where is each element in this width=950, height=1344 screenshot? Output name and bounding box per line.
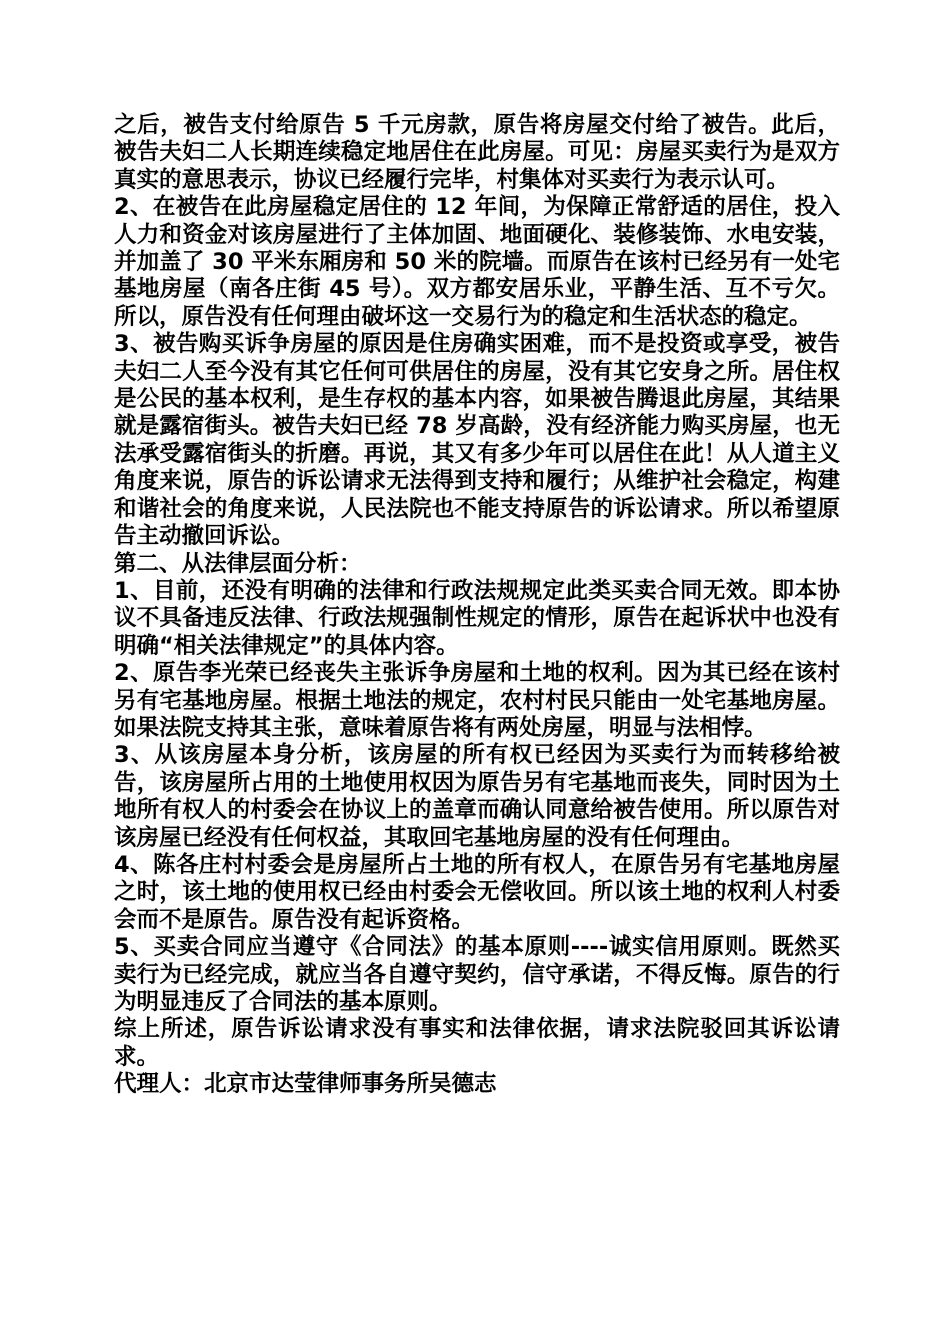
paragraph-legal-point-4: 4、陈各庄村村委会是房屋所占土地的所有权人，在原告另有宅基地房屋之时，该土地的使用权已经由村委会无偿收回。所以该土地的权利人村委会而不是原告。原告没有起诉资格。	[114, 851, 840, 933]
paragraph-conclusion: 综上所述，原告诉讼请求没有事实和法律依据，请求法院驳回其诉讼请求。	[114, 1016, 840, 1070]
paragraph-legal-point-1: 1、目前，还没有明确的法律和行政法规规定此类买卖合同无效。即本协议不具备违反法律、行政法规强制性规定的情形，原告在起诉状中也没有明确“相关法律规定”的具体内容。	[114, 577, 840, 659]
paragraph-point-2-residence: 2、在被告在此房屋稳定居住的 12 年间，为保障正常舒适的居住，投入人力和资金对该房屋进行了主体加固、地面硬化、装修装饰、水电安装，并加盖了 30 平米东厢房和 50 米的院墙。而原告在该村已经另有一处宅基地房屋（南各庄街 45 号）。双方都安居乐业，平静生活、互不亏欠。所以，原告没有任何理由破坏这一交易行为的稳定和生活状态的稳定。	[114, 194, 840, 330]
agent-signature-line: 代理人：北京市达莹律师事务所吴德志	[114, 1071, 497, 1098]
paragraph-legal-point-5: 5、买卖合同应当遵守《合同法》的基本原则----诚实信用原则。既然买卖行为已经完成，就应当各自遵守契约，信守承诺，不得反悔。原告的行为明显违反了合同法的基本原则。	[114, 934, 840, 1015]
paragraph-legal-point-3: 3、从该房屋本身分析，该房屋的所有权已经因为买卖行为而转移给被告，该房屋所占用的土地使用权因为原告另有宅基地而丧失，同时因为土地所有权人的村委会在协议上的盖章而确认同意给被告使用。所以原告对该房屋已经没有任何权益，其取回宅基地房屋的没有任何理由。	[114, 742, 840, 851]
paragraph-payment-and-delivery: 之后，被告支付给原告 5 千元房款，原告将房屋交付给了被告。此后，被告夫妇二人长期连续稳定地居住在此房屋。可见：房屋买卖行为是双方真实的意思表示，协议已经履行完毕，村集体对买卖行为表示认可。	[114, 112, 840, 193]
section-heading-legal-analysis: 第二、从法律层面分析：	[114, 550, 362, 577]
paragraph-point-3-housing-hardship: 3、被告购买诉争房屋的原因是住房确实困难，而不是投资或享受，被告夫妇二人至今没有其它任何可供居住的房屋，没有其它安身之所。居住权是公民的基本权利，是生存权的基本内容，如果被告腾退此房屋，其结果就是露宿街头。被告夫妇已经 78 岁高龄，没有经济能力购买房屋，也无法承受露宿街头的折磨。再说，其又有多少年可以居住在此！从人道主义角度来说，原告的诉讼请求无法得到支持和履行；从维护社会稳定，构建和谐社会的角度来说，人民法院也不能支持原告的诉讼请求。所以希望原告主动撤回诉讼。	[114, 331, 840, 550]
paragraph-legal-point-2: 2、原告李光荣已经丧失主张诉争房屋和土地的权利。因为其已经在该村另有宅基地房屋。根据土地法的规定，农村村民只能由一处宅基地房屋。如果法院支持其主张，意味着原告将有两处房屋，明显与法相悖。	[114, 660, 840, 741]
document-page	[114, 112, 840, 1099]
